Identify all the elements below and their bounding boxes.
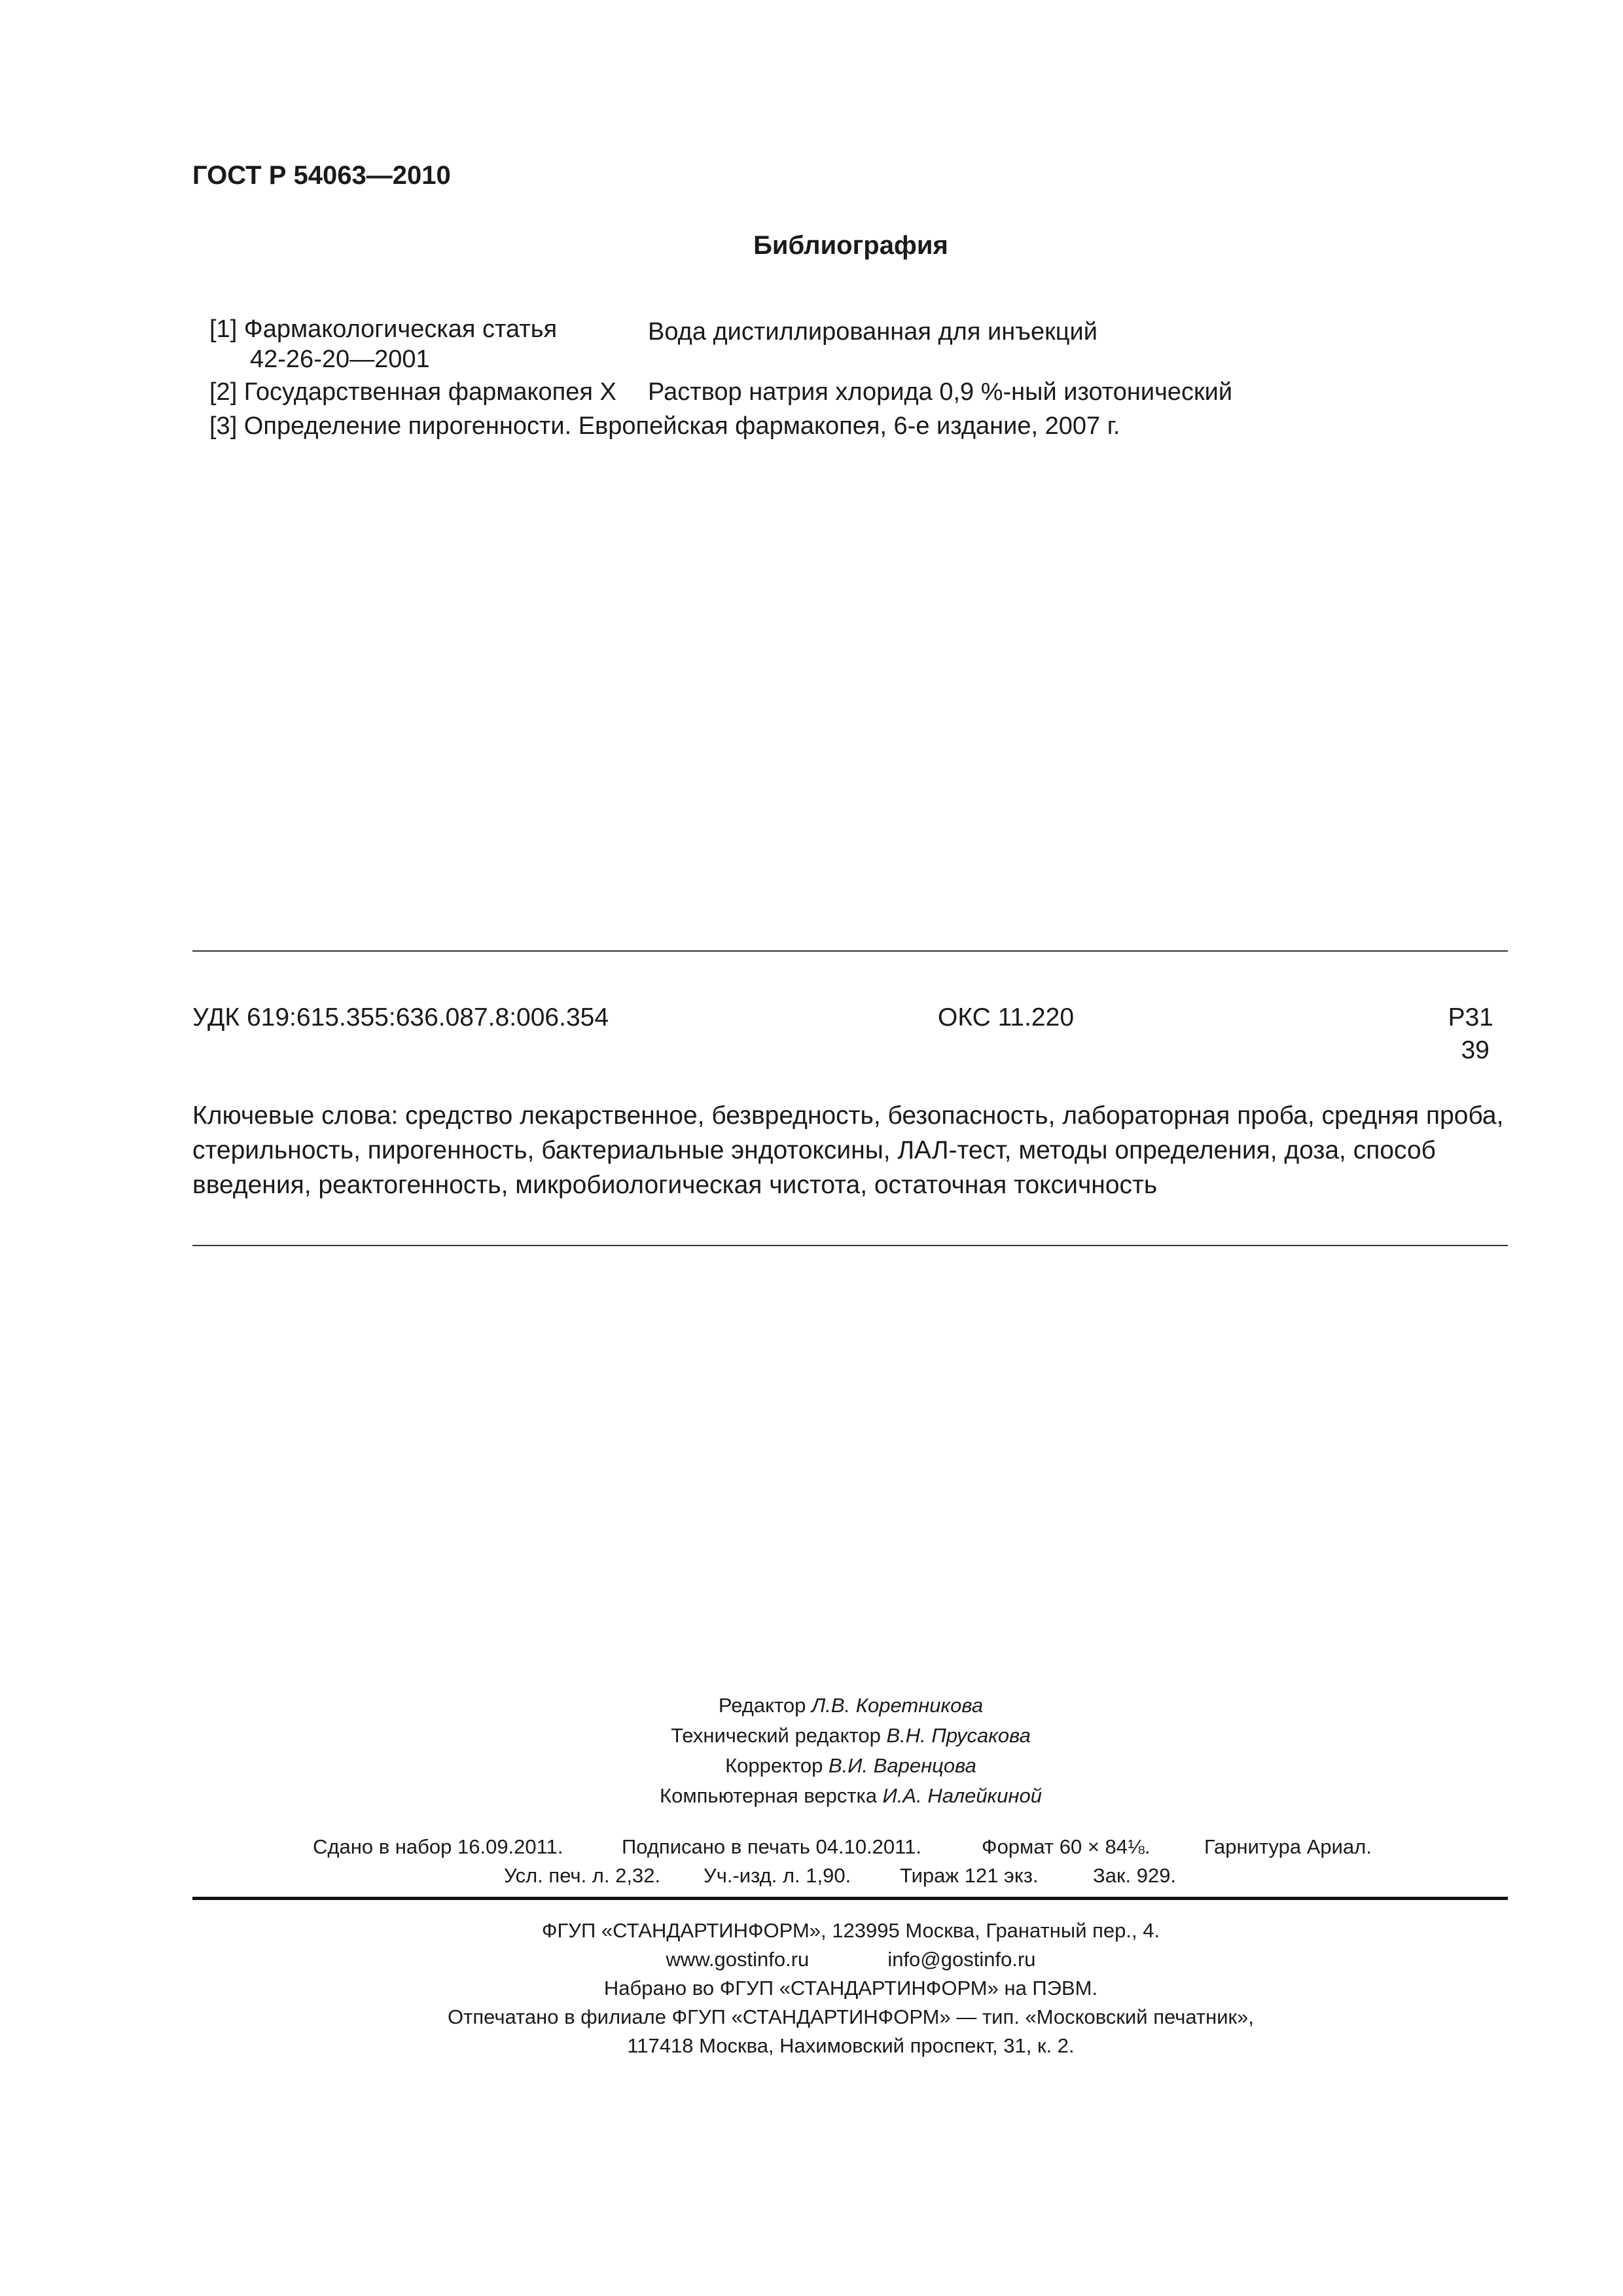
pub-print-sheets: Усл. печ. л. 2,32. [504, 1864, 661, 1887]
bibliography-entry-1-desc: Вода дистиллированная для инъекций [648, 318, 1097, 346]
bibliography-entry-2-desc: Раствор натрия хлорида 0,9 %-ный изотонический [648, 378, 1233, 406]
divider-top [192, 950, 1508, 952]
footer-website[interactable]: www.gostinfo.ru [666, 1948, 810, 1971]
udk-code: УДК 619:615.355:636.087.8:006.354 [192, 1003, 609, 1031]
bibliography-title: Библиография [753, 231, 948, 260]
footer-block [0, 1916, 1623, 2060]
document-code: ГОСТ Р 54063—2010 [192, 161, 451, 190]
credit-role: Корректор [725, 1754, 829, 1777]
credit-role: Технический редактор [671, 1724, 887, 1747]
classification-number: 39 [1461, 1036, 1489, 1064]
pub-format: Формат 60 × 84⅛. [982, 1835, 1150, 1858]
bibliography-entry-1-ref-cont: 42-26-20—2001 [250, 346, 430, 373]
pub-order: Зак. 929. [1093, 1864, 1177, 1887]
footer-printed: Отпечатано в филиале ФГУП «СТАНДАРТИНФОРМ» — тип. «Московский печатник», [448, 2005, 1254, 2028]
credit-editor [0, 1691, 1623, 1721]
credit-tech-editor [0, 1721, 1623, 1751]
pub-circulation: Тираж 121 экз. [900, 1864, 1039, 1887]
credit-name: Л.В. Коретникова [811, 1694, 984, 1717]
credit-name: И.А. Налейкиной [882, 1784, 1042, 1807]
credit-name: В.И. Варенцова [829, 1754, 976, 1777]
pub-signed: Подписано в печать 04.10.2011. [622, 1835, 921, 1858]
pub-edit-sheets: Уч.-изд. л. 1,90. [704, 1864, 851, 1887]
bibliography-entry-1-ref: [1] Фармакологическая статья [209, 315, 558, 343]
footer-publisher: ФГУП «СТАНДАРТИНФОРМ», 123995 Москва, Гранатный пер., 4. [541, 1919, 1160, 1942]
divider-bottom [192, 1245, 1508, 1246]
divider-footer [192, 1897, 1508, 1900]
bibliography-entry-2-ref: [2] Государственная фармакопея X [209, 378, 616, 406]
credit-proofreader [0, 1751, 1623, 1781]
keywords-paragraph: Ключевые слова: средство лекарственное, безвредность, безопасность, лабораторная проба, средняя проба, стерильность, пирогенность, бактериальные эндотоксины, ЛАЛ-тест, методы определения, доза, способ введения, реактогенность, микробиологическая чистота, остаточная токсичность [192, 1102, 1504, 1199]
footer-printer-address: 117418 Москва, Нахимовский проспект, 31, к. 2. [627, 2034, 1075, 2057]
pub-typeface: Гарнитура Ариал. [1204, 1835, 1372, 1858]
credits-block [0, 1691, 1623, 1811]
footer-typeset: Набрано во ФГУП «СТАНДАРТИНФОРМ» на ПЭВМ. [603, 1977, 1098, 2000]
footer-email[interactable]: info@gostinfo.ru [887, 1948, 1036, 1971]
bibliography-entry-3-ref: [3] Определение пирогенности. Европейская фармакопея, 6-е издание, 2007 г. [209, 412, 1120, 440]
oks-code: ОКС 11.220 [938, 1003, 1075, 1031]
credit-role: Компьютерная верстка [660, 1784, 883, 1807]
credit-name: В.Н. Прусакова [886, 1724, 1031, 1747]
classification-code: Р31 [1448, 1003, 1493, 1031]
pub-submitted: Сдано в набор 16.09.2011. [313, 1835, 563, 1858]
credit-layout [0, 1781, 1623, 1811]
credit-role: Редактор [718, 1694, 812, 1717]
footer-contacts [0, 1945, 1623, 1974]
